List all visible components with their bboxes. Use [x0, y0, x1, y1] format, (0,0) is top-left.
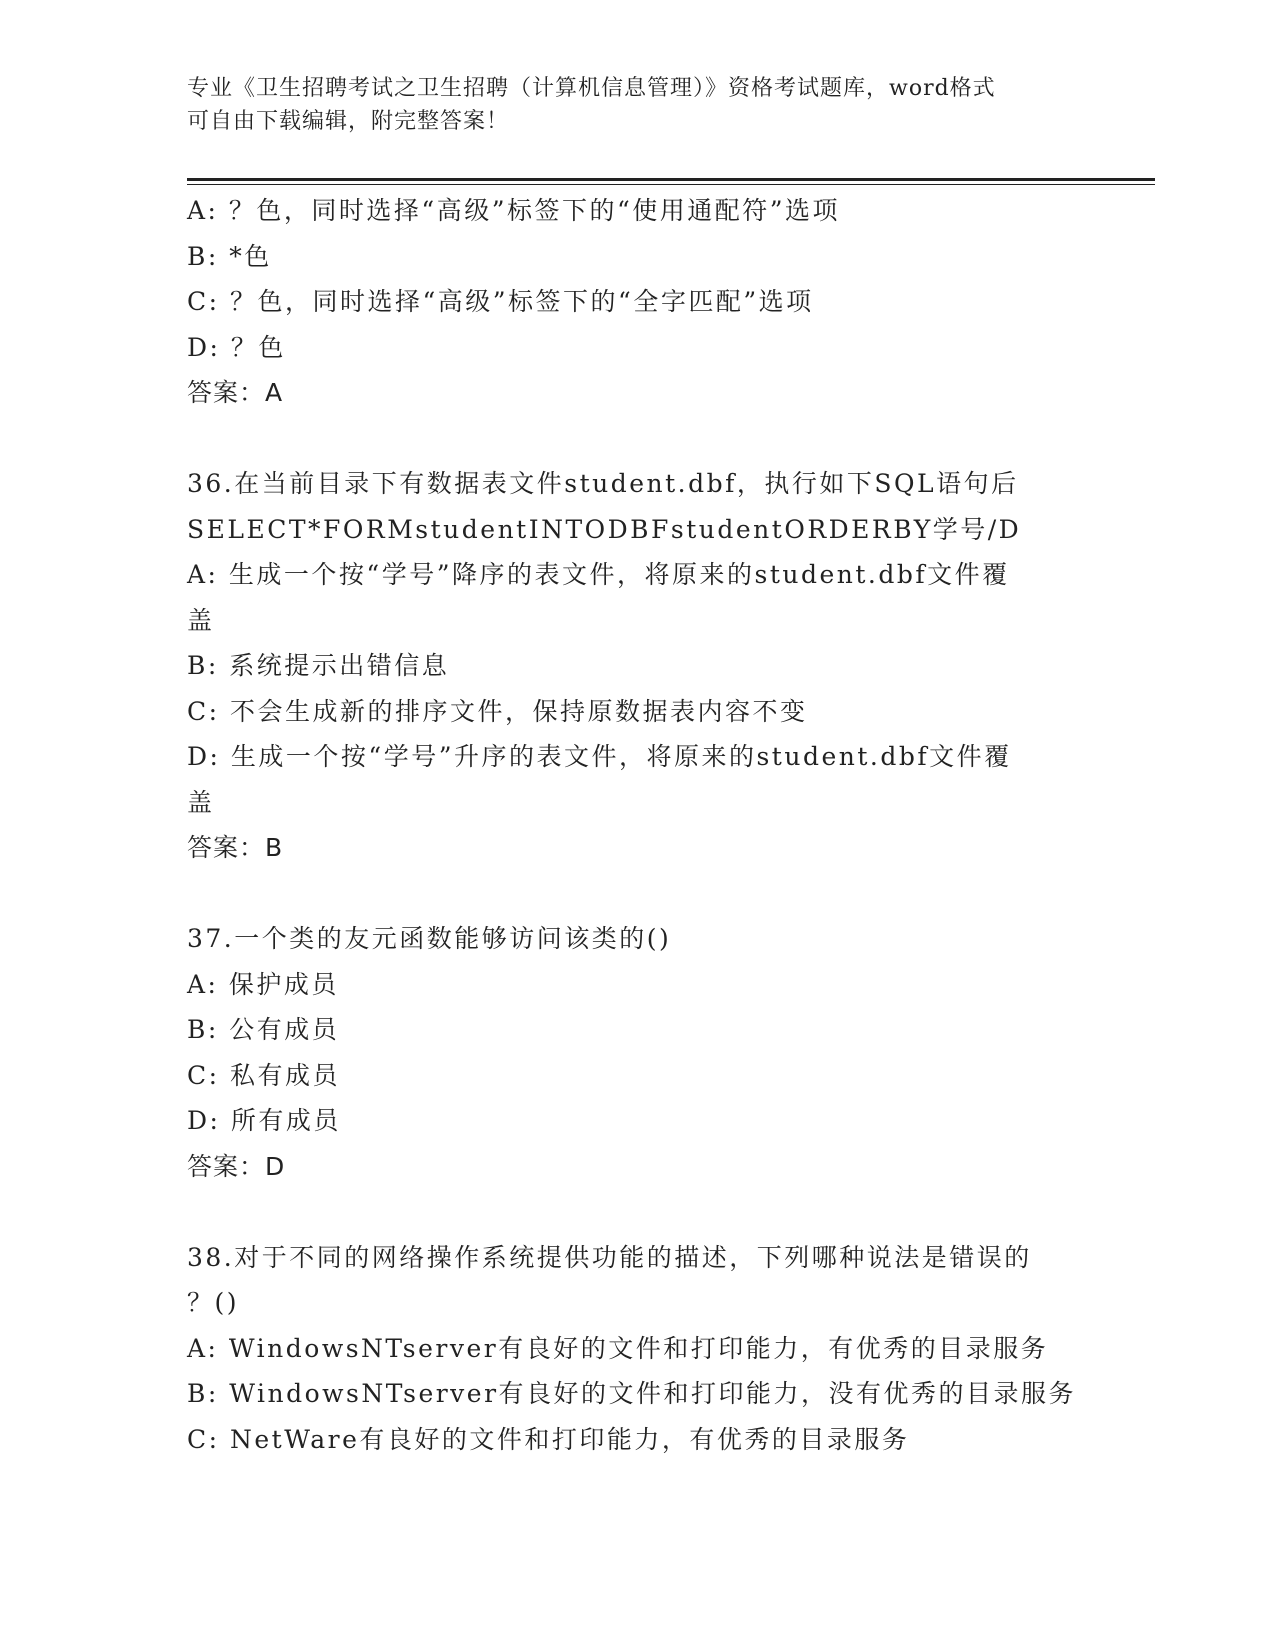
- q38-option-a: A: WindowsNTserver有良好的文件和打印能力，有优秀的目录服务: [187, 1333, 1049, 1363]
- q37-option-d: D: 所有成员: [187, 1106, 341, 1135]
- q38-stem-line-1: 38.对于不同的网络操作系统提供功能的描述，下列哪种说法是错误的: [187, 1242, 1032, 1272]
- spacer: [187, 416, 1087, 462]
- q35-option-b: B: *色: [187, 241, 272, 271]
- q37-option-b: B: 公有成员: [187, 1015, 340, 1044]
- question-content: [187, 188, 1087, 1462]
- q37-answer: 答案：D: [187, 1151, 286, 1181]
- header-line-2: 可自由下载编辑，附完整答案！: [187, 109, 510, 134]
- q36-answer: 答案：B: [187, 833, 284, 862]
- q36-stem-line-1: 36.在当前目录下有数据表文件student.dbf，执行如下SQL语句后: [187, 469, 1019, 498]
- q35-option-d: D: ？色: [187, 332, 286, 362]
- q36-option-c: C: 不会生成新的排序文件，保持原数据表内容不变: [187, 696, 808, 726]
- page-header: [187, 72, 1067, 138]
- q36-option-d-line-2: 盖: [187, 787, 215, 817]
- header-rule-thin: [187, 184, 1155, 185]
- q38-option-c: C: NetWare有良好的文件和打印能力，有优秀的目录服务: [187, 1424, 910, 1454]
- q36-option-a-line-1: A: 生成一个按“学号”降序的表文件，将原来的student.dbf文件覆: [187, 560, 1010, 589]
- spacer: [187, 871, 1087, 917]
- q37-option-a: A: 保护成员: [187, 969, 339, 999]
- header-rule-thick: [187, 178, 1155, 181]
- header-line-1: 专业《卫生招聘考试之卫生招聘（计算机信息管理）》资格考试题库，word格式: [187, 76, 996, 101]
- q36-option-d-line-1: D: 生成一个按“学号”升序的表文件，将原来的student.dbf文件覆: [187, 742, 1012, 771]
- q35-option-c: C: ？色，同时选择“高级”标签下的“全字匹配”选项: [187, 287, 814, 316]
- q35-answer: 答案：A: [187, 378, 284, 407]
- spacer: [187, 1189, 1087, 1235]
- q35-option-a: A: ？色，同时选择“高级”标签下的“使用通配符”选项: [187, 196, 841, 225]
- q37-option-c: C: 私有成员: [187, 1060, 340, 1090]
- q38-stem-line-2: ？(): [187, 1288, 240, 1317]
- q37-stem: 37.一个类的友元函数能够访问该类的(): [187, 924, 672, 953]
- q36-option-b: B: 系统提示出错信息: [187, 651, 450, 680]
- q36-option-a-line-2: 盖: [187, 605, 215, 635]
- q38-option-b: B: WindowsNTserver有良好的文件和打印能力，没有优秀的目录服务: [187, 1379, 1077, 1408]
- q36-stem-line-2: SELECT*FORMstudentINTODBFstudentORDERBY学号/D: [187, 514, 1022, 544]
